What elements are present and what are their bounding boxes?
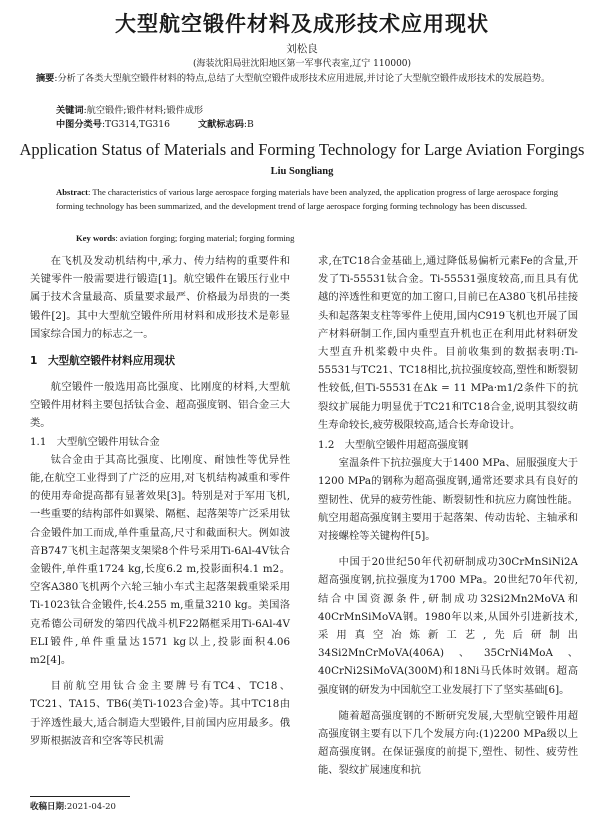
doc-code-value: :B bbox=[243, 119, 254, 130]
subsection-1-1-heading: 1.1 大型航空锻件用钛合金 bbox=[30, 435, 160, 448]
titanium-paragraph-1: 钛合金由于其高比强度、比刚度、耐蚀性等优异性能,在航空工业得到了广泛的应用,对飞机结构减重和零件的使用寿命提高都有显著效果[3]。特别是对于军用飞机,一些重要的结构部件如翼梁、隔框、起落架等广泛采用钛合金锻件加工而成,单件重量高,尺寸和截面积大。例如波音B747飞机主起落架支架梁8个件号采用Ti-6Al-4V钛合金锻件,单件重1724 kg,长度6.2 m,投影面积4.1 m2。空客A380飞机两个六轮三轴小车式主起落架载重梁采用Ti-1023钛合金锻件,长4.255 m,重量3210 kg。美国洛克希德公司研发的第四代战斗机F22隔框采用Ti-6Al-4V ELI锻件,单件重量达1571 kg以上,投影面积4.06 m2[4]。 bbox=[30, 453, 290, 667]
keywords-en-text: : aviation forging; forging material; forging forming bbox=[115, 233, 295, 243]
author-affiliation: (海装沈阳局驻沈阳地区第一军事代表室,辽宁 110000) bbox=[192, 59, 412, 69]
body-right-column bbox=[318, 252, 578, 780]
keywords-en bbox=[76, 233, 294, 243]
received-date-value: :2021-04-20 bbox=[64, 802, 116, 812]
titanium-paragraph-2: 目前航空用钛合金主要牌号有TC4、TC18、TC21、TA15、TB6(美Ti-1023合金)等。其中TC18由于淬透性最大,适合制造大型锻件,目前国内应用最多。俄罗斯根据波音和空客等民机需 bbox=[30, 680, 290, 747]
subsection-1-2-heading: 1.2 大型航空锻件用超高强度钢 bbox=[318, 439, 469, 452]
clc-value: :TG314,TG316 bbox=[101, 119, 170, 130]
abstract-en bbox=[56, 186, 558, 213]
intro-paragraph: 在飞机及发动机结构中,承力、传力结构的重要件和关键零件一般需要进行锻造[1]。航空锻件在锻压行业中属于技术含量最高、质量要求最严、价格最为昂贵的一类锻件[2]。其中大型航空锻件所用材料和成形技术是彰显国家综合国力的标志之一。 bbox=[30, 255, 290, 340]
abstract-cn-text: :分析了各类大型航空锻件材料的特点,总结了大型航空锻件成形技术应用进展,并讨论了大型航空锻件成形技术的发展趋势。 bbox=[54, 73, 551, 84]
abstract-en-text: : The characteristics of various large aerospace forging materials have been analyzed, the application progress of large aerospace forging forming technology has been summarized, and the development trend of large aerospace forging forming technology has been discussed. bbox=[56, 187, 558, 211]
keywords-cn-label: 关键词 bbox=[56, 105, 84, 116]
english-author: Liu Songliang bbox=[270, 166, 334, 177]
section-1-heading: 1 大型航空锻件材料应用现状 bbox=[30, 355, 176, 368]
classification-line bbox=[56, 116, 254, 130]
footnote-divider bbox=[30, 796, 130, 797]
received-date bbox=[30, 800, 116, 812]
keywords-cn bbox=[56, 102, 203, 116]
paper-title: 大型航空锻件材料及成形技术应用现状 bbox=[115, 12, 489, 36]
steel-paragraph-2: 中国于20世纪50年代初研制成功30CrMnSiNi2A超高强度钢,抗拉强度为1700 MPa。20世纪70年代初,结合中国资源条件,研制成功32Si2Mn2MoVA和40CrMnSiMoVA钢。1980年以来,从国外引进新技术,采用真空冶炼新工艺,先后研制出34Si2MnCrMoVA(406A)、35CrNi4MoA、40CrNi2SiMoVA(300M)和18Ni马氏体时效钢。超高强度钢的研发为中国航空工业发展打下了坚实基础[6]。 bbox=[318, 556, 578, 696]
body-left-column bbox=[30, 252, 290, 750]
abstract-cn bbox=[36, 72, 568, 86]
keywords-cn-text: :航空锻件;锻件材料;锻件成形 bbox=[83, 105, 204, 116]
received-date-label: 收稿日期 bbox=[30, 802, 65, 812]
section-1-intro: 航空锻件一般选用高比强度、比刚度的材料,大型航空锻件用材料主要包括钛合金、超高强度钢、铝合金三大类。 bbox=[30, 381, 290, 430]
english-title: Application Status of Materials and Forming Technology for Large Aviation Forgings bbox=[19, 140, 585, 159]
steel-paragraph-1: 室温条件下抗拉强度大于1400 MPa、屈服强度大于1200 MPa的钢称为超高强度钢,通常还要求具有良好的塑韧性、优异的疲劳性能、断裂韧性和抗应力腐蚀性能。航空用超高强度钢主要用于起落架、传动齿轮、主轴承和对接螺栓等关键构件[5]。 bbox=[318, 457, 578, 543]
steel-paragraph-3: 随着超高强度钢的不断研究发展,大型航空锻件用超高强度钢主要有以下几个发展方向:(1)2200 MPa级以上超高强度钢。在保证强度的前提下,塑性、韧性、疲劳性能、裂纹扩展速度和抗 bbox=[318, 709, 578, 777]
titanium-paragraph-3: 求,在TC18合金基础上,通过降低易偏析元素Fe的含量,开发了Ti-55531钛合金。Ti-55531强度较高,而且具有优越的淬透性和更宽的加工窗口,目前已在A380飞机吊挂接头和起落架支柱等零件上使用,国内C919飞机也开展了国产材料研制工作,国内重型直升机也正在利用此材料研发大型直升机桨毂中央件。目前收集到的数据表明:Ti-55531与TC21、TC18相比,抗拉强度较高,塑性和断裂韧性较低,但Ti-55531在Δk = 11 MPa·m1/2条件下的抗裂纹扩展能力明显优于TC21和TC18合金,说明其裂纹萌生寿命较长,疲劳极限较高,适合长寿命设计。 bbox=[318, 255, 578, 431]
author-name: 刘松良 bbox=[286, 43, 318, 55]
abstract-en-label: Abstract bbox=[56, 187, 88, 197]
abstract-cn-label: 摘要 bbox=[36, 73, 55, 84]
clc-label: 中图分类号 bbox=[56, 119, 102, 130]
keywords-en-label: Key words bbox=[76, 233, 116, 243]
doc-code-label: 文献标志码 bbox=[197, 119, 244, 130]
